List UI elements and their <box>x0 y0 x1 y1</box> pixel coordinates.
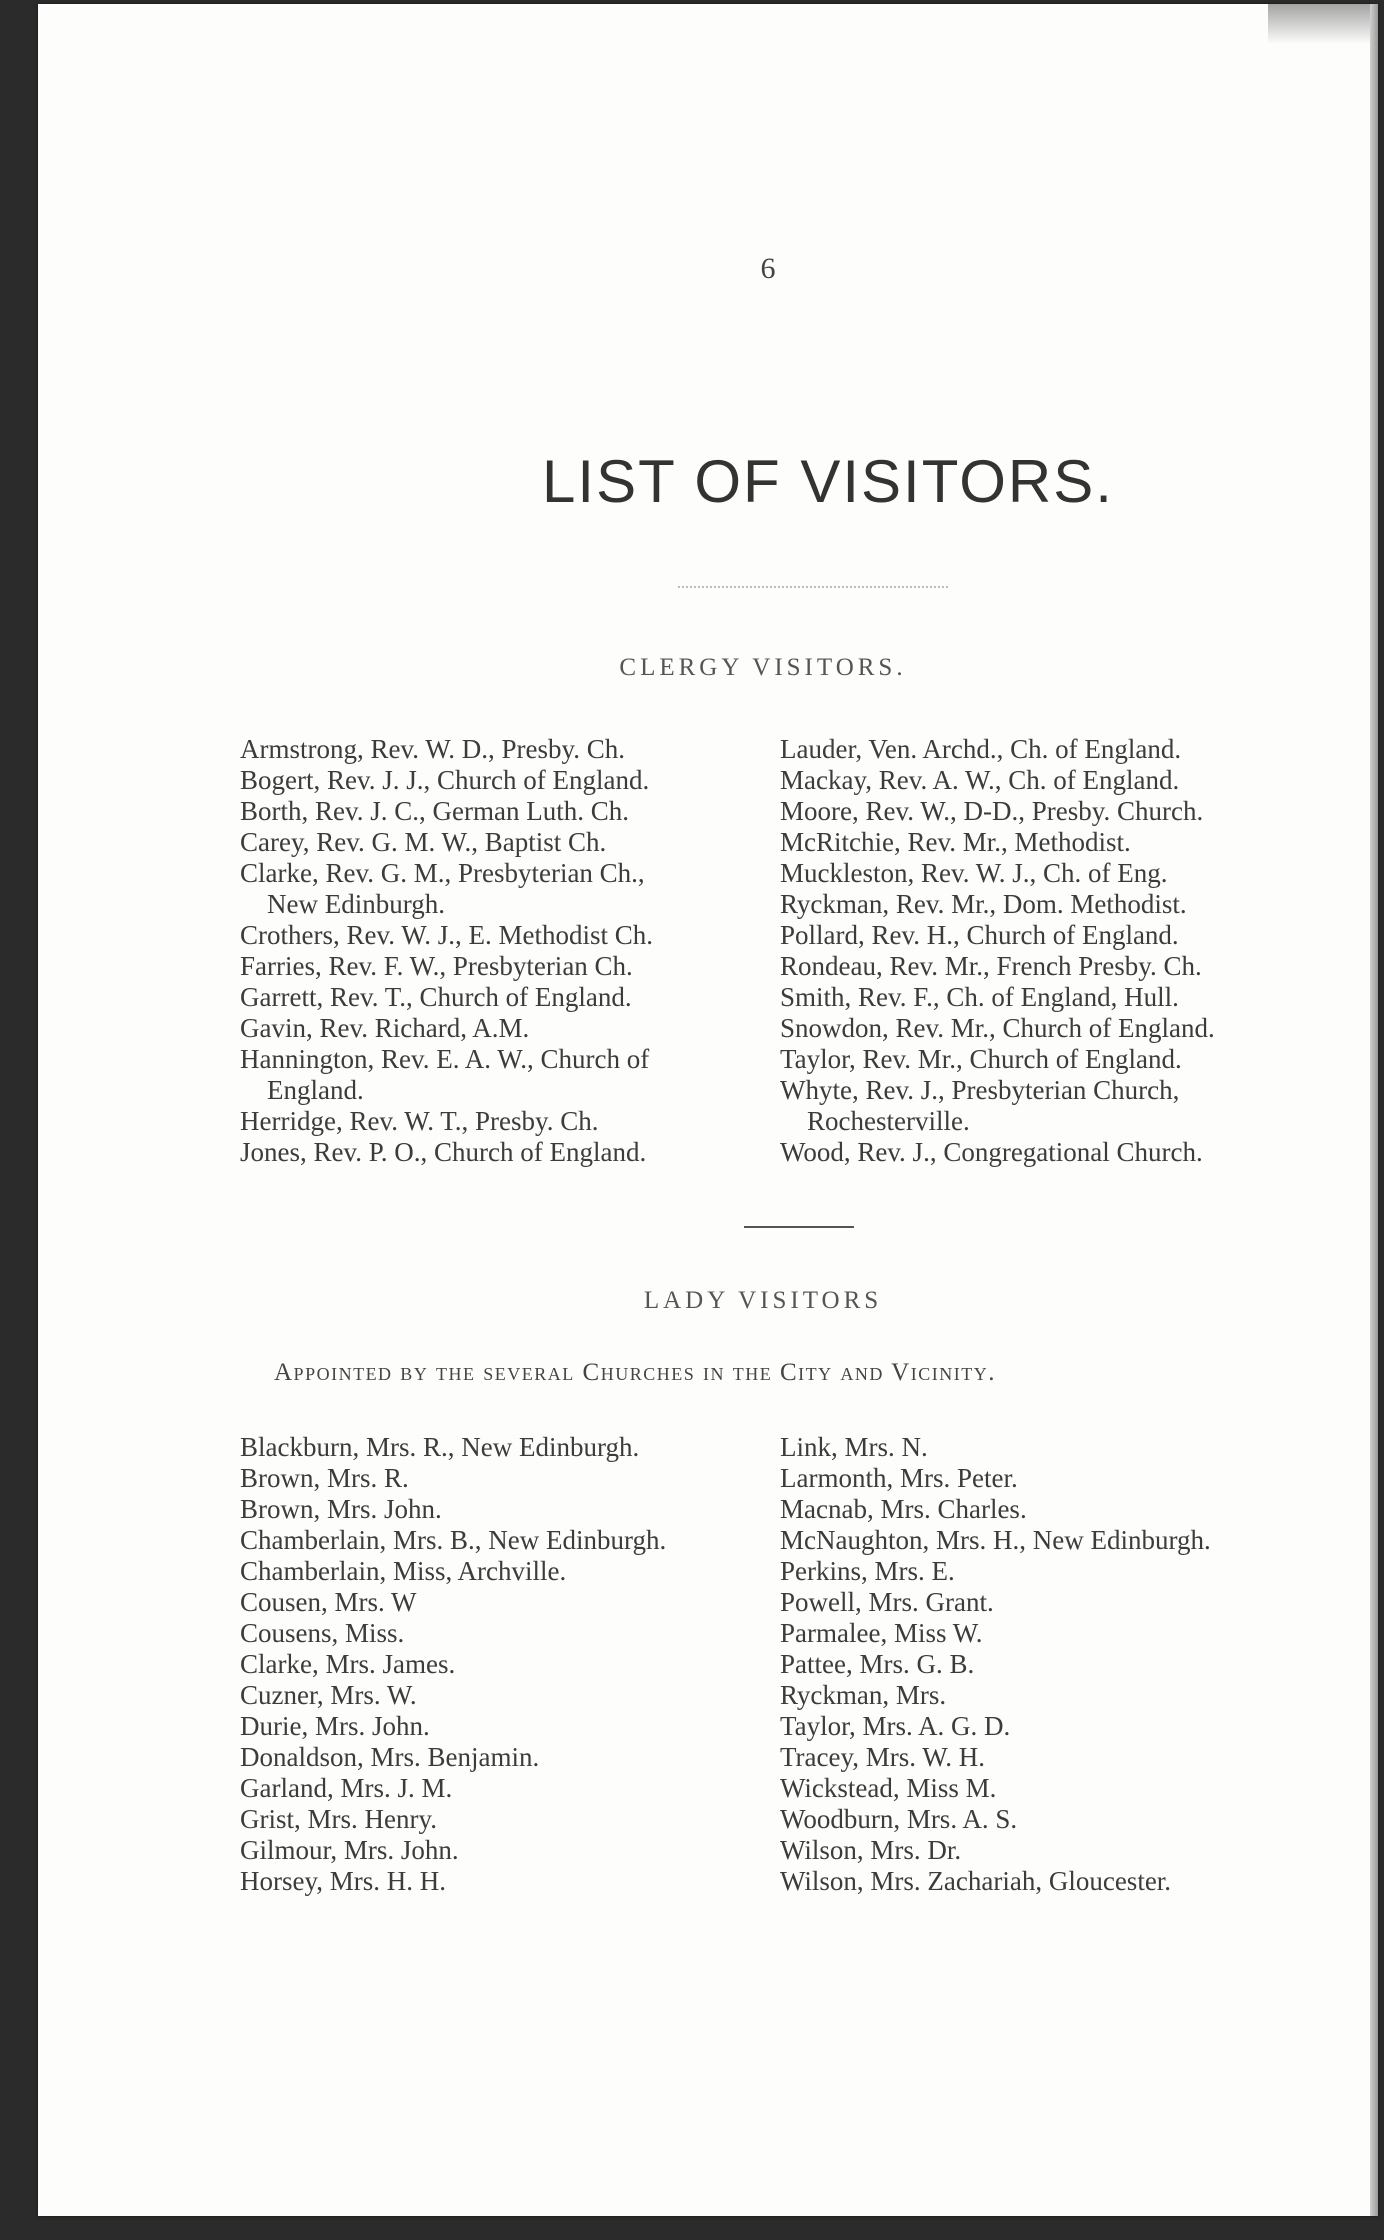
list-item: Hannington, Rev. E. A. W., Church of England. <box>240 1044 650 1105</box>
list-item: Gavin, Rev. Richard, A.M. <box>240 1013 530 1043</box>
list-item: Snowdon, Rev. Mr., Church of England. <box>780 1013 1215 1043</box>
list-item: Tracey, Mrs. W. H. <box>780 1742 986 1772</box>
list-item: Wood, Rev. J., Congregational Church. <box>780 1137 1203 1167</box>
list-item: Moore, Rev. W., D-D., Presby. Church. <box>780 796 1204 826</box>
list-item: Herridge, Rev. W. T., Presby. Ch. <box>240 1106 599 1136</box>
list-item: Mackay, Rev. A. W., Ch. of England. <box>780 765 1180 795</box>
list-item: Brown, Mrs. R. <box>240 1463 409 1493</box>
list-item: Muckleston, Rev. W. J., Ch. of Eng. <box>780 858 1168 888</box>
list-item: McNaughton, Mrs. H., New Edinburgh. <box>780 1525 1211 1555</box>
list-item: Pattee, Mrs. G. B. <box>780 1649 975 1679</box>
list-item: Horsey, Mrs. H. H. <box>240 1866 446 1896</box>
list-item: Ryckman, Mrs. <box>780 1680 947 1710</box>
list-item: Link, Mrs. N. <box>780 1432 928 1462</box>
list-item: Cuzner, Mrs. W. <box>240 1680 417 1710</box>
list-item: Whyte, Rev. J., Presbyterian Church, Rochesterville. <box>780 1075 1180 1136</box>
page-title: LIST OF VISITORS. <box>542 448 1114 515</box>
list-item: Grist, Mrs. Henry. <box>240 1804 437 1834</box>
title-ornament <box>678 576 948 588</box>
lady-list-left <box>240 1432 800 1897</box>
list-item: Rondeau, Rev. Mr., French Presby. Ch. <box>780 951 1202 981</box>
list-item: Farries, Rev. F. W., Presbyterian Ch. <box>240 951 633 981</box>
list-item: Clarke, Mrs. James. <box>240 1649 456 1679</box>
list-item: Smith, Rev. F., Ch. of England, Hull. <box>780 982 1179 1012</box>
list-item: Woodburn, Mrs. A. S. <box>780 1804 1018 1834</box>
list-item: Borth, Rev. J. C., German Luth. Ch. <box>240 796 629 826</box>
list-item: Taylor, Rev. Mr., Church of England. <box>780 1044 1182 1074</box>
list-item: Crothers, Rev. W. J., E. Methodist Ch. <box>240 920 654 950</box>
document-page <box>38 4 1378 2216</box>
list-item: Wilson, Mrs. Zachariah, Gloucester. <box>780 1866 1172 1896</box>
clergy-list-right <box>780 734 1380 1168</box>
list-item: Wickstead, Miss M. <box>780 1773 997 1803</box>
clergy-heading: CLERGY VISITORS. <box>619 654 907 681</box>
list-item: Blackburn, Mrs. R., New Edinburgh. <box>240 1432 640 1462</box>
list-item: Bogert, Rev. J. J., Church of England. <box>240 765 650 795</box>
list-item: Wilson, Mrs. Dr. <box>780 1835 962 1865</box>
list-item: Cousen, Mrs. W <box>240 1587 417 1617</box>
lady-subheading: Appointed by the several Churches in the City and Vicinity. <box>274 1359 996 1386</box>
list-item: Garrett, Rev. T., Church of England. <box>240 982 632 1012</box>
list-item: Macnab, Mrs. Charles. <box>780 1494 1027 1524</box>
lady-list-right <box>780 1432 1380 1897</box>
page-number: 6 <box>760 252 776 285</box>
list-item: Larmonth, Mrs. Peter. <box>780 1463 1018 1493</box>
list-item: Taylor, Mrs. A. G. D. <box>780 1711 1011 1741</box>
list-item: Gilmour, Mrs. John. <box>240 1835 459 1865</box>
list-item: Armstrong, Rev. W. D., Presby. Ch. <box>240 734 626 764</box>
list-item: Durie, Mrs. John. <box>240 1711 430 1741</box>
list-item: Parmalee, Miss W. <box>780 1618 983 1648</box>
section-divider <box>744 1226 854 1228</box>
list-item: Cousens, Miss. <box>240 1618 405 1648</box>
list-item: Perkins, Mrs. E. <box>780 1556 955 1586</box>
list-item: Garland, Mrs. J. M. <box>240 1773 453 1803</box>
page-shadow <box>1268 4 1378 44</box>
list-item: Jones, Rev. P. O., Church of England. <box>240 1137 647 1167</box>
list-item: Brown, Mrs. John. <box>240 1494 442 1524</box>
list-item: Donaldson, Mrs. Benjamin. <box>240 1742 540 1772</box>
list-item: Clarke, Rev. G. M., Presbyterian Ch., New Edinburgh. <box>240 858 645 919</box>
list-item: Lauder, Ven. Archd., Ch. of England. <box>780 734 1182 764</box>
list-item: Carey, Rev. G. M. W., Baptist Ch. <box>240 827 607 857</box>
lady-heading: LADY VISITORS <box>643 1287 883 1314</box>
list-item: Chamberlain, Mrs. B., New Edinburgh. <box>240 1525 667 1555</box>
list-item: Chamberlain, Miss, Archville. <box>240 1556 567 1586</box>
list-item: Pollard, Rev. H., Church of England. <box>780 920 1179 950</box>
list-item: Ryckman, Rev. Mr., Dom. Methodist. <box>780 889 1187 919</box>
list-item: McRitchie, Rev. Mr., Methodist. <box>780 827 1131 857</box>
list-item: Powell, Mrs. Grant. <box>780 1587 994 1617</box>
clergy-list-left <box>240 734 820 1168</box>
